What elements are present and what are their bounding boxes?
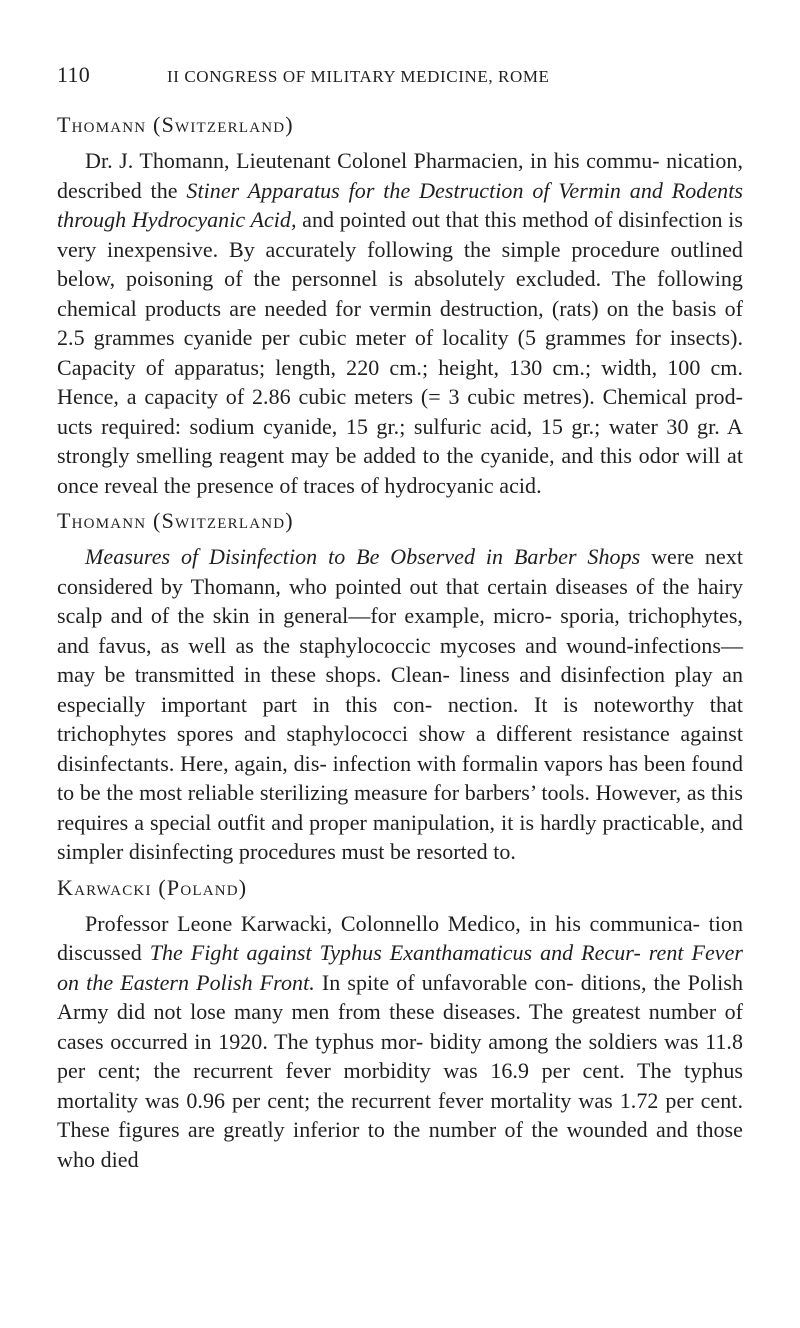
section-thomann-vermin (57, 112, 743, 500)
running-title: II CONGRESS OF MILITARY MEDICINE, ROME (167, 67, 550, 86)
section-spacer (57, 500, 743, 508)
paragraph-text: In spite of unfavorable con- ditions, the Polish Army did not lose many men from these diseases. The greatest number of cases occurred in 1920. The typhus mor- bidity among the soldiers was 11.8 per cent; the recurrent fever morbidity was 16.9 per cent. The typhus mortality was 0.96 per cent; the recurrent fever mortality was 1.72 per cent. These figures are greatly inferior to the number of the wounded and those who died (57, 969, 743, 1172)
section-karwacki (57, 875, 743, 1175)
running-head (57, 62, 743, 88)
section-thomann-barber-shops (57, 508, 743, 867)
section-paragraph (57, 909, 743, 1174)
section-heading: Karwacki (Poland) (57, 874, 248, 900)
page-number: 110 (57, 62, 91, 87)
paragraph-italic-title: Measures of Disinfection to Be Observed in Barber Shops (85, 544, 641, 570)
paragraph-italic-title: The Fight against Typhus Exanthamaticus and Recur- rent Fever on the Eastern Polish Front. (57, 940, 744, 995)
page-content (57, 112, 743, 1174)
section-paragraph (57, 542, 743, 866)
section-paragraph (57, 146, 743, 500)
section-heading: Thomann (Switzerland) (57, 112, 294, 137)
paragraph-italic-title: Stiner Apparatus for the Destruction of Vermin and Rodents through Hydrocyanic Acid, (57, 177, 743, 233)
section-heading: Thomann (Switzerland) (57, 508, 294, 534)
paragraph-text: Professor Leone Karwacki, Colonnello Medico, in his communica- tion discussed (57, 910, 743, 966)
paragraph-text: Dr. J. Thomann, Lieutenant Colonel Pharmacien, in his commu- nication, described the (57, 148, 743, 203)
section-spacer (57, 867, 743, 875)
paragraph-text: and pointed out that this method of disinfection is very inexpensive. By accurately following the simple procedure outlined below, poisoning of the personnel is absolutely excluded. The following chemical products are needed for vermin destruction, (rats) on the basis of 2.5 grammes cyanide per cubic meter of locality (5 grammes for insects). Capacity of apparatus; length, 220 cm.; height, 130 cm.; width, 100 cm. Hence, a capacity of 2.86 cubic meters (= 3 cubic metres). Chemical prod- ucts required: sodium cyanide, 15 gr.; sulfuric acid, 15 gr.; water 30 gr. A strongly smelling reagent may be added to the cyanide, and this odor will at once reveal the presence of traces of hydrocyanic acid. (57, 207, 743, 498)
paragraph-text: were next considered by Thomann, who pointed out that certain diseases of the hairy scalp and of the skin in general—for example, micro- sporia, trichophytes, and favus, as well as the staphylococcic mycoses and wound-infections—may be transmitted in these shops. Clean- liness and disinfection play an especially important part in this con- nection. It is noteworthy that trichophytes spores and staphylococci show a different resistance against disinfectants. Here, again, dis- infection with formalin vapors has been found to be the most reliable sterilizing measure for barbers’ tools. However, as this requires a special outfit and proper manipulation, it is hardly practicable, and simpler disinfecting procedures must be resorted to. (57, 544, 743, 865)
